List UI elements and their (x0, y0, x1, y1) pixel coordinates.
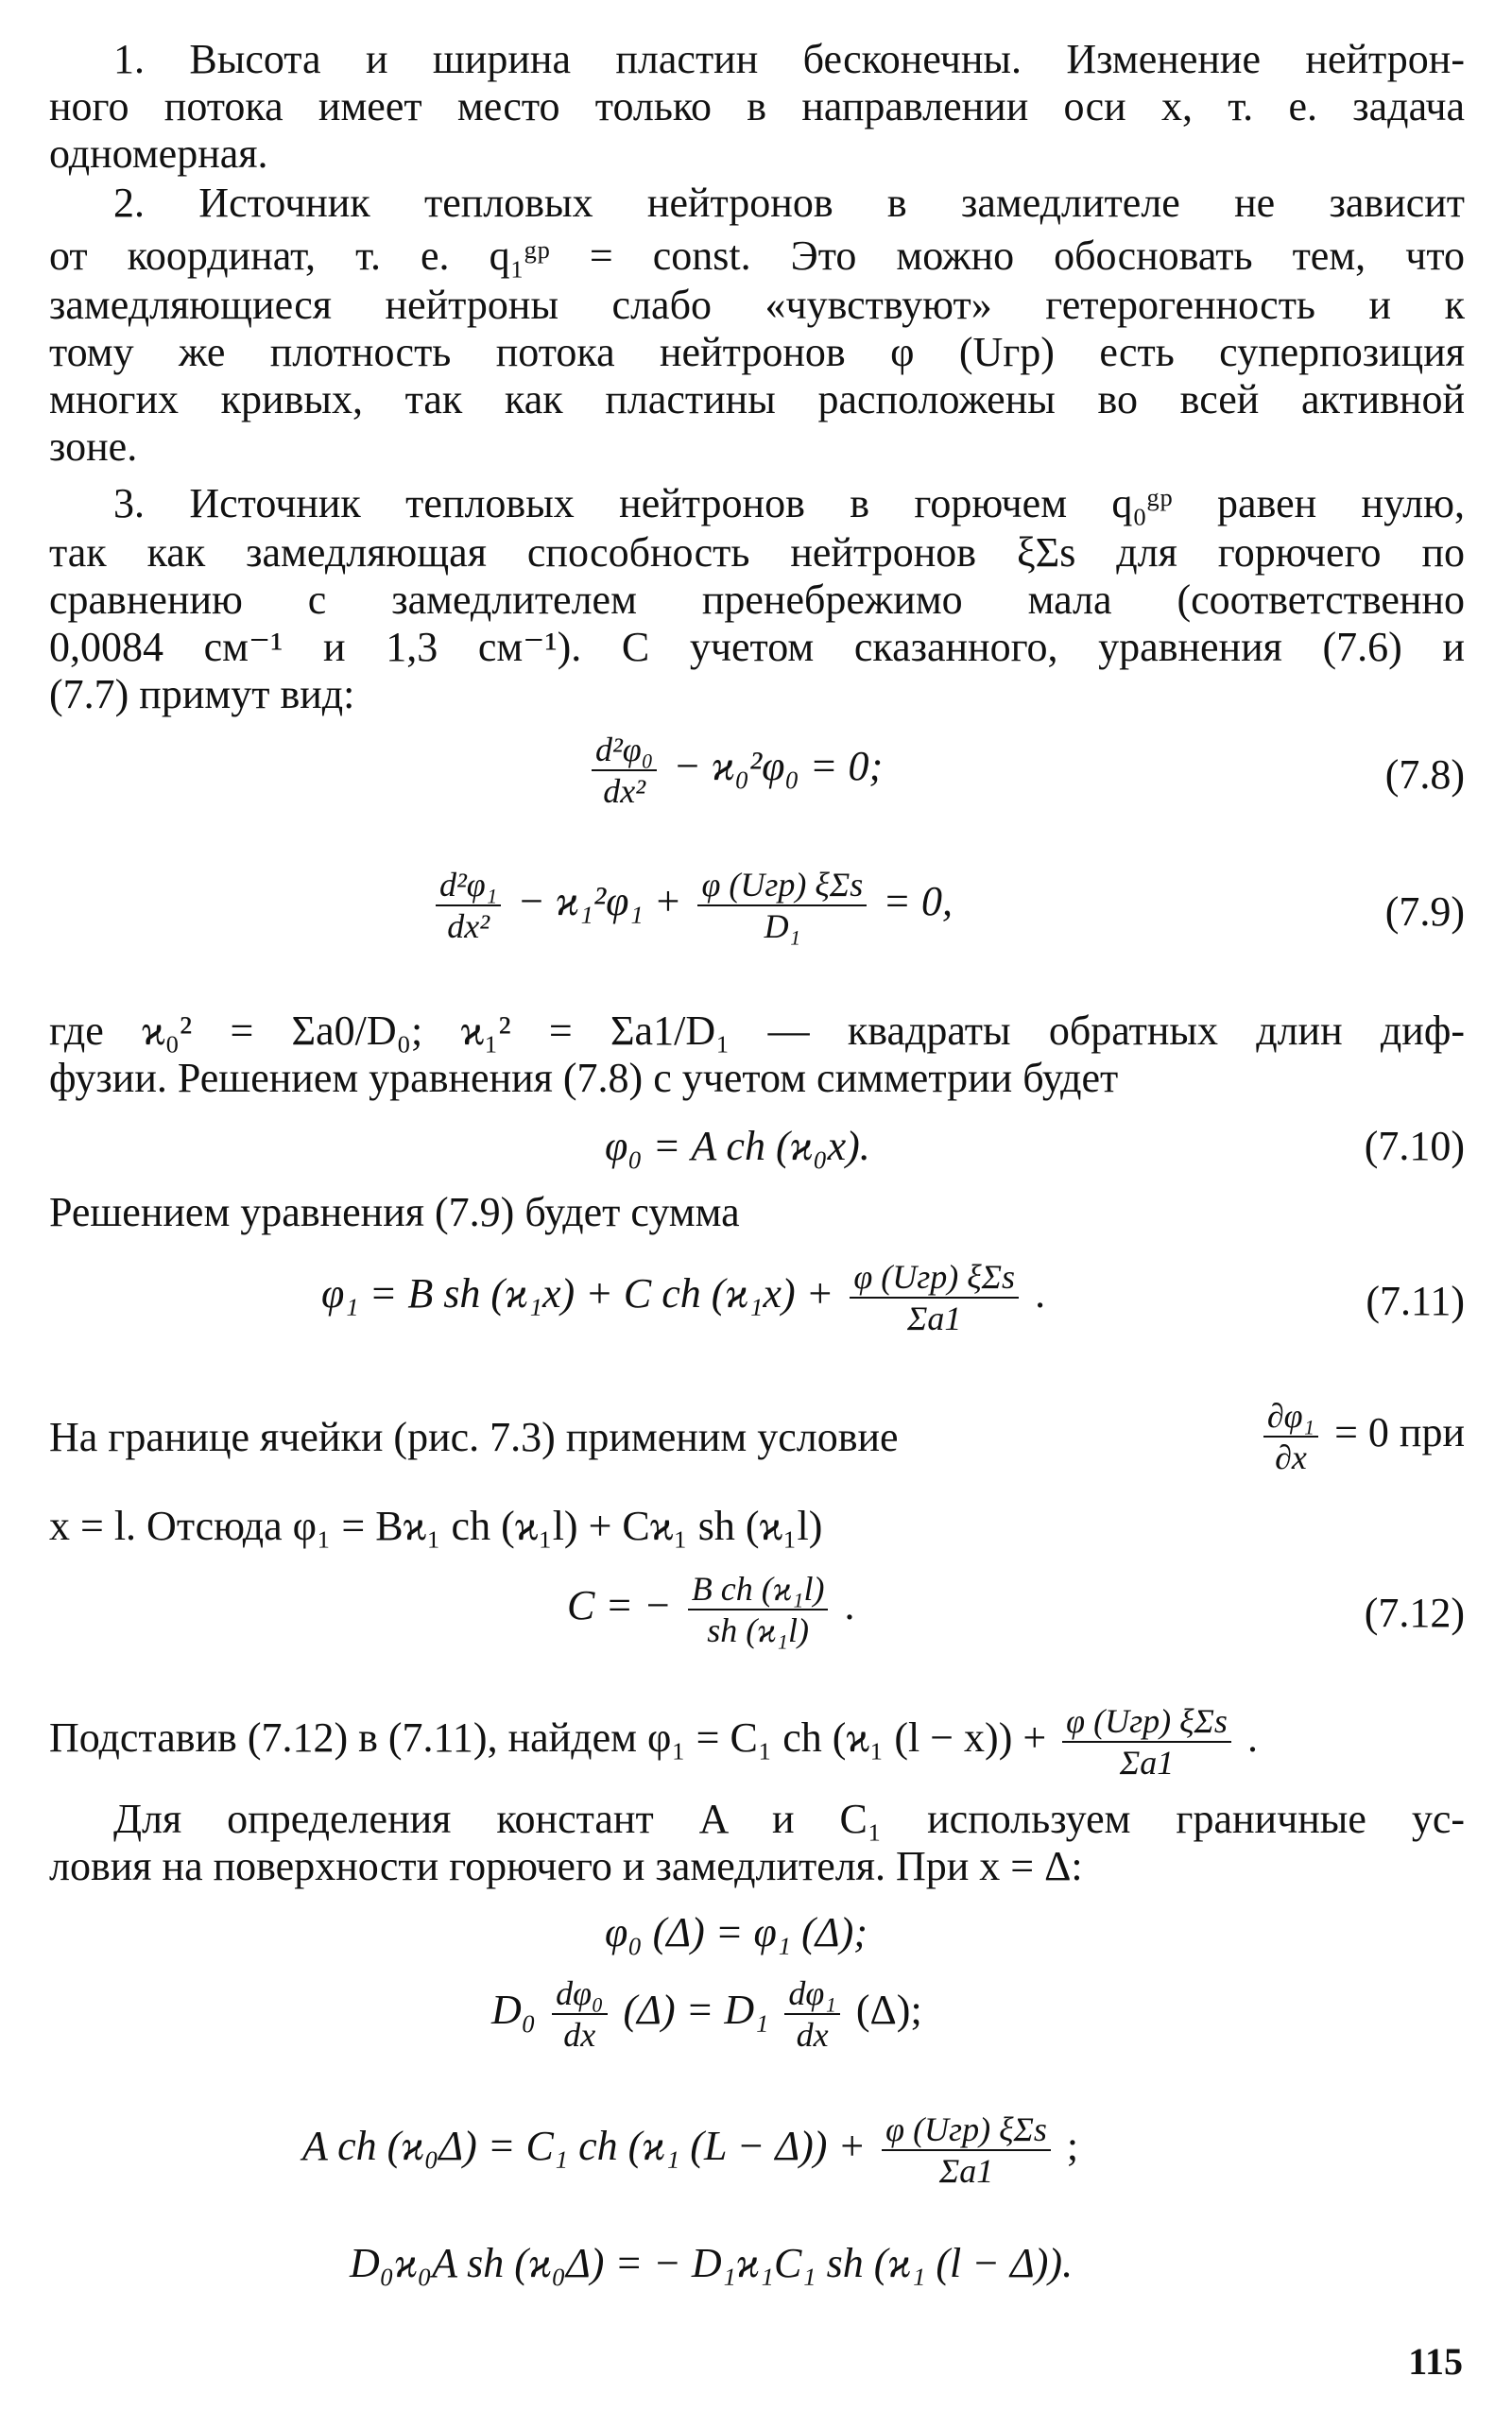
paragraph-3-line-3: сравнению с замедлителем пренебрежимо мала (соответственно (49, 577, 1465, 623)
equation-7-9: $\frac{\text{d²φ₁}}{\text{dx²}}$ − ϰ₁²φ₁ + $\frac{\text{φ (Uгр) ξΣs}}{\text{D₁}}$ = 0, (430, 865, 953, 946)
boundary-condition-3: A ch (ϰ₀Δ) = C₁ ch (ϰ₁ (L − Δ)) + $\frac{\text{φ (Uгр) ξΣs}}{\Sigma a1}$ ; (302, 2110, 1079, 2190)
equation-number-7-10: (7.10) (1364, 1123, 1465, 1169)
paragraph-3-line-4: 0,0084 см⁻¹ и 1,3 см⁻¹). С учетом сказанного, уравнения (7.6) и (49, 624, 1465, 670)
fraction: $\frac{\text{φ (Uгр) ξΣs}}{\text{D₁}}$ (697, 865, 867, 946)
paragraph-1-line-2: ного потока имеет место только в направлении оси x, т. е. задача (49, 83, 1465, 129)
boundary-condition-1: φ₀ (Δ) = φ₁ (Δ); (605, 1909, 868, 1955)
substitution-line: Подставив (7.12) в (7.11), найдем φ₁ = C₁ ch (ϰ₁ (l − x)) + $\frac{\text{φ (Uгр) ξΣs}}{\Sigma a1}$ . (49, 1702, 1258, 1782)
fraction: $\frac{\text{∂φ₁}}{\partial x}$ (1263, 1396, 1318, 1477)
equation-number-7-12: (7.12) (1364, 1590, 1465, 1636)
paragraph-3-line-5: (7.7) примут вид: (49, 671, 355, 717)
fraction: $\frac{\text{B ch (ϰ₁l)}}{\text{sh (ϰ₁l)}}$ (688, 1569, 829, 1650)
equation-7-12: C = − $\frac{\text{B ch (ϰ₁l)}}{\text{sh (ϰ₁l)}}$ . (567, 1570, 855, 1649)
fraction: $\frac{\text{dφ₀}}{dx}$ (552, 1973, 607, 2055)
equation-number-7-8: (7.8) (1384, 751, 1465, 798)
boundary-line-2: x = l. Отсюда φ₁ = Bϰ₁ ch (ϰ₁l) + Cϰ₁ sh (ϰ₁l) (49, 1503, 823, 1549)
paragraph-2-line-4: тому же плотность потока нейтронов φ (Uгр) есть суперпозиция (49, 329, 1465, 375)
boundary-condition-2: D₀ $\frac{\text{dφ₀}}{dx}$ (Δ) = D₁ $\frac{\text{dφ₁}}{dx}$ (Δ); (491, 1974, 922, 2054)
where-line-2: фузии. Решением уравнения (7.8) с учетом симметрии будет (49, 1055, 1119, 1101)
fraction: $\frac{\text{dφ₁}}{dx}$ (784, 1973, 839, 2055)
paragraph-2-line-6: зоне. (49, 423, 138, 470)
boundary-line-1: На границе ячейки (рис. 7.3) применим условие $\frac{\text{∂φ₁}}{\partial x}$ = 0 при (49, 1397, 1465, 1476)
paragraph-2-line-3: замедляющиеся нейтроны слабо «чувствуют» гетерогенность и к (49, 282, 1465, 328)
equation-7-11: φ₁ = B sh (ϰ₁x) + C ch (ϰ₁x) + $\frac{\text{φ (Uгр) ξΣs}}{\Sigma a1}$ . (321, 1258, 1046, 1337)
equation-number-7-11: (7.11) (1366, 1278, 1465, 1324)
paragraph-2-line-5: многих кривых, так как пластины расположены во всей активной (49, 376, 1465, 422)
sum-line: Решением уравнения (7.9) будет сумма (49, 1189, 740, 1235)
equation-7-10: φ₀ = A ch (ϰ₀x). (605, 1123, 870, 1169)
paragraph-2-line-1: 2. Источник тепловых нейтронов в замедлителе не зависит (113, 180, 1465, 226)
fraction: $\frac{\text{d²φ₀}}{\text{dx²}}$ (592, 730, 657, 811)
where-line-1: где ϰ₀² = Σa0/D₀; ϰ₁² = Σa1/D₁ — квадраты обратных длин диф- (49, 1007, 1465, 1054)
paragraph-2-line-2: от координат, т. е. q₁ᵍᵖ = const. Это можно обосновать тем, что (49, 232, 1465, 279)
constants-line-2: ловия на поверхности горючего и замедлителя. При x = Δ: (49, 1843, 1083, 1889)
equation-7-8: $\frac{\text{d²φ₀}}{\text{dx²}}$ − ϰ₀²φ₀ = 0; (586, 730, 883, 811)
fraction: $\frac{\text{φ (Uгр) ξΣs}}{\Sigma a1}$ (850, 1257, 1019, 1338)
equation-number-7-9: (7.9) (1384, 888, 1465, 935)
boundary-condition-4: D₀ϰ₀A sh (ϰ₀Δ) = − D₁ϰ₁C₁ sh (ϰ₁ (l − Δ)). (350, 2240, 1074, 2286)
paragraph-1-line-3: одномерная. (49, 130, 268, 177)
paragraph-3-line-2: так как замедляющая способность нейтронов ξΣs для горючего по (49, 529, 1465, 576)
fraction: $\frac{\text{φ (Uгр) ξΣs}}{\Sigma a1}$ (1062, 1701, 1231, 1782)
paragraph-1-line-1: 1. Высота и ширина пластин бесконечны. Изменение нейтрон- (113, 36, 1465, 82)
constants-line-1: Для определения констант A и C₁ используем граничные ус- (113, 1796, 1465, 1842)
fraction: $\frac{\text{d²φ₁}}{\text{dx²}}$ (436, 865, 501, 946)
page-number: 115 (1408, 2340, 1463, 2383)
paragraph-3-line-1: 3. Источник тепловых нейтронов в горючем q₀ᵍᵖ равен нулю, (113, 480, 1465, 526)
fraction: $\frac{\text{φ (Uгр) ξΣs}}{\Sigma a1}$ (882, 2110, 1051, 2191)
